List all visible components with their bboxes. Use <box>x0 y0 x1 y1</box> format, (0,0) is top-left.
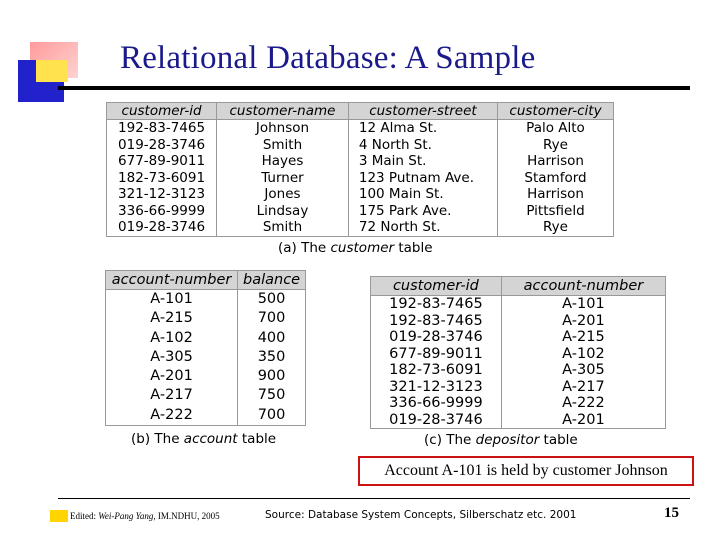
table-cell: 4 North St. <box>348 137 497 154</box>
table-cell: Harrison <box>498 186 614 203</box>
table-row <box>106 367 306 386</box>
table-cell: 700 <box>238 406 306 426</box>
table-row <box>106 348 306 367</box>
table-cell: 192-83-7465 <box>107 120 217 137</box>
table-cell: Palo Alto <box>498 120 614 137</box>
table-row <box>371 296 666 313</box>
column-header: customer-name <box>217 103 349 120</box>
table-cell: A-305 <box>501 362 665 379</box>
footer-source: Source: Database System Concepts, Silberschatz etc. 2001 <box>265 509 577 521</box>
column-header: customer-street <box>348 103 497 120</box>
table-cell: 192-83-7465 <box>371 296 502 313</box>
column-header: account-number <box>501 277 665 296</box>
column-header: balance <box>238 271 306 290</box>
table-row <box>106 329 306 348</box>
table-cell: A-201 <box>501 412 665 429</box>
table-row <box>107 203 614 220</box>
footer-divider <box>58 498 690 499</box>
table-cell: 019-28-3746 <box>371 412 502 429</box>
page-title: Relational Database: A Sample <box>120 40 536 76</box>
title-underline <box>58 86 690 90</box>
table-cell: 350 <box>238 348 306 367</box>
table-cell: Stamford <box>498 170 614 187</box>
table-row <box>107 186 614 203</box>
table-cell: 019-28-3746 <box>371 329 502 346</box>
table-cell: Hayes <box>217 153 349 170</box>
table-row <box>107 170 614 187</box>
table-cell: A-201 <box>106 367 238 386</box>
table-row <box>371 412 666 429</box>
customer-table <box>106 102 614 237</box>
footer-edited-by: Edited: Wei-Pang Yang, IM.NDHU, 2005 <box>70 511 220 521</box>
column-header: customer-id <box>371 277 502 296</box>
table-cell: A-222 <box>106 406 238 426</box>
table-cell: 321-12-3123 <box>371 379 502 396</box>
depositor-table <box>370 276 666 429</box>
table-row <box>107 153 614 170</box>
table-row <box>371 362 666 379</box>
page-number: 15 <box>664 505 679 521</box>
table-cell: Pittsfield <box>498 203 614 220</box>
table-cell: Smith <box>217 219 349 236</box>
table-cell: 677-89-9011 <box>371 346 502 363</box>
table-cell: 677-89-9011 <box>107 153 217 170</box>
column-header: customer-city <box>498 103 614 120</box>
table-cell: 12 Alma St. <box>348 120 497 137</box>
table-cell: Jones <box>217 186 349 203</box>
table-cell: 3 Main St. <box>348 153 497 170</box>
customer-table-caption: (a) The customer table <box>278 240 433 256</box>
table-cell: 019-28-3746 <box>107 219 217 236</box>
table-cell: A-201 <box>501 313 665 330</box>
table-row <box>106 386 306 405</box>
table-cell: 72 North St. <box>348 219 497 236</box>
table-cell: Rye <box>498 219 614 236</box>
column-header: account-number <box>106 271 238 290</box>
table-cell: A-222 <box>501 395 665 412</box>
table-cell: 500 <box>238 290 306 310</box>
table-cell: 175 Park Ave. <box>348 203 497 220</box>
table-cell: 123 Putnam Ave. <box>348 170 497 187</box>
table-cell: 336-66-9999 <box>371 395 502 412</box>
table-row <box>106 406 306 426</box>
table-cell: Johnson <box>217 120 349 137</box>
table-cell: A-102 <box>106 329 238 348</box>
table-row <box>107 219 614 236</box>
table-cell: 019-28-3746 <box>107 137 217 154</box>
table-row <box>371 379 666 396</box>
table-cell: Lindsay <box>217 203 349 220</box>
callout-box: Account A-101 is held by customer Johnson <box>358 456 694 486</box>
table-cell: Rye <box>498 137 614 154</box>
table-cell: A-215 <box>106 309 238 328</box>
table-row <box>371 346 666 363</box>
table-header-row <box>106 271 306 290</box>
table-cell: A-217 <box>501 379 665 396</box>
table-cell: 182-73-6091 <box>371 362 502 379</box>
table-cell: A-217 <box>106 386 238 405</box>
table-row <box>107 137 614 154</box>
table-cell: A-102 <box>501 346 665 363</box>
table-cell: Smith <box>217 137 349 154</box>
table-cell: 100 Main St. <box>348 186 497 203</box>
table-row <box>106 290 306 310</box>
table-row <box>106 309 306 328</box>
table-cell: 336-66-9999 <box>107 203 217 220</box>
table-cell: Harrison <box>498 153 614 170</box>
table-row <box>371 395 666 412</box>
table-cell: 750 <box>238 386 306 405</box>
table-row <box>371 329 666 346</box>
table-cell: A-101 <box>106 290 238 310</box>
table-header-row <box>107 103 614 120</box>
table-cell: A-101 <box>501 296 665 313</box>
table-cell: 400 <box>238 329 306 348</box>
table-cell: 182-73-6091 <box>107 170 217 187</box>
table-header-row <box>371 277 666 296</box>
depositor-table-caption: (c) The depositor table <box>424 432 578 448</box>
column-header: customer-id <box>107 103 217 120</box>
decor-square-yellow <box>36 60 68 82</box>
table-row <box>107 120 614 137</box>
table-row <box>371 313 666 330</box>
table-cell: A-215 <box>501 329 665 346</box>
table-cell: 192-83-7465 <box>371 313 502 330</box>
account-table <box>105 270 306 426</box>
account-table-caption: (b) The account table <box>131 431 277 447</box>
table-cell: Turner <box>217 170 349 187</box>
table-cell: 900 <box>238 367 306 386</box>
table-cell: 321-12-3123 <box>107 186 217 203</box>
table-cell: 700 <box>238 309 306 328</box>
table-cell: A-305 <box>106 348 238 367</box>
footer-decor-square <box>50 510 68 522</box>
